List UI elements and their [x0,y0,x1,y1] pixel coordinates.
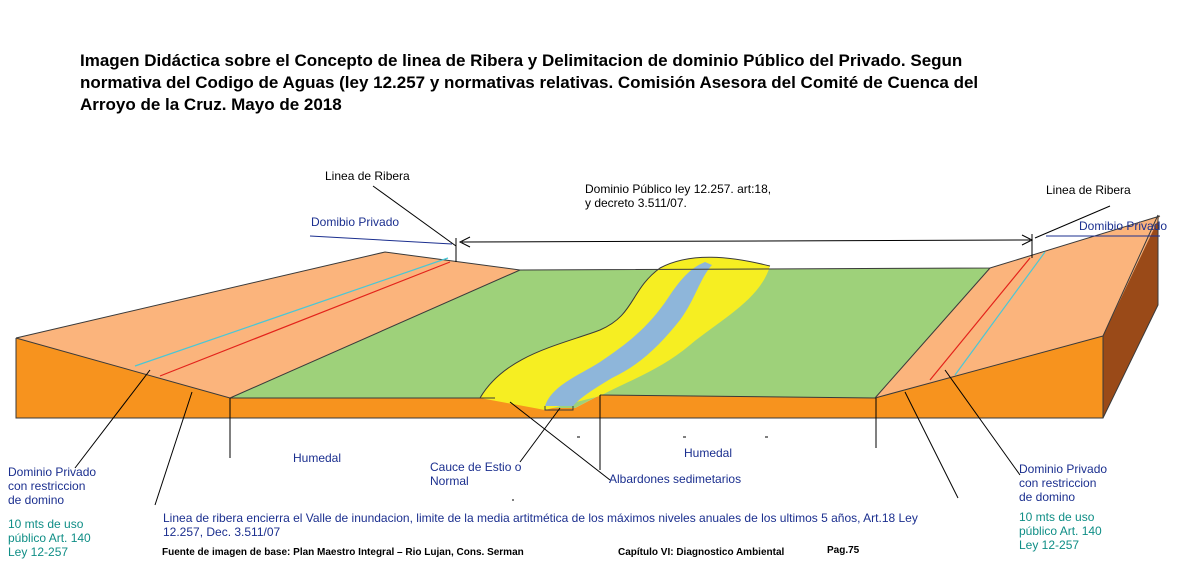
linea-desc-line-2: 12.257, Dec. 3.511/07 [163,525,281,539]
humedal-left-label: Humedal [293,451,342,465]
restriccion-right-line-2: con restriccion [1019,476,1097,490]
title-line-2: normativa del Codigo de Aguas (ley 12.257 y normativas relativas. Comisión Asesora del Comité de Cuenca del [80,73,979,92]
uso-right-line-3: Ley 12-257 [1019,538,1080,552]
uso-left-line-1: 10 mts de uso [8,517,84,531]
cauce-line-1: Cauce de Estio o [430,460,522,474]
uso-publico-left-label [8,517,91,559]
capitulo-caption: Capítulo VI: Diagnostico Ambiental [618,547,785,558]
dominio-publico-line-1: Dominio Público ley 12.257. art:18, [585,182,772,196]
restriccion-right-line-3: de domino [1019,490,1076,504]
dominio-publico-line-2: y decreto 3.511/07. [585,196,687,210]
restriccion-right-label [1019,462,1107,504]
cauce-label [430,460,521,488]
dominio-privado-right-label: Domibio Privado [1079,219,1168,233]
title-line-3: Arroyo de la Cruz. Mayo de 2018 [80,95,342,114]
albardones-label: Albardones sedimetarios [609,472,742,486]
restriccion-left-line-1: Dominio Privado [8,465,97,479]
uso-left-line-3: Ley 12-257 [8,545,69,559]
linea-desc-line-1: Linea de ribera encierra el Valle de inundacion, limite de la media artitmética de los máximos niveles anuales de los ultimos 5 años, Art.18 Ley [163,511,918,525]
uso-right-line-1: 10 mts de uso [1019,510,1095,524]
linea-ribera-left-label: Linea de Ribera [325,169,410,183]
title-line-1: Imagen Didáctica sobre el Concepto de linea de Ribera y Delimitacion de dominio Público del Privado. Segun [80,51,963,70]
linea-ribera-right-label: Linea de Ribera [1046,183,1131,197]
dominio-privado-left-label: Domibio Privado [311,215,400,229]
linea-ribera-description [163,511,918,539]
uso-left-line-2: público Art. 140 [8,531,91,545]
uso-publico-right-label [1019,510,1102,552]
restriccion-left-line-2: con restriccion [8,479,86,493]
uso-right-line-2: público Art. 140 [1019,524,1102,538]
dominio-publico-label [585,182,771,210]
page-title [80,50,1140,116]
restriccion-right-line-1: Dominio Privado [1019,462,1108,476]
page-number: Pag.75 [827,545,860,556]
humedal-right-label: Humedal [684,446,733,460]
restriccion-left-line-3: de domino [8,493,65,507]
cauce-line-2: Normal [430,474,469,488]
fuente-caption: Fuente de imagen de base: Plan Maestro Integral – Rio Lujan, Cons. Serman [162,547,524,558]
restriccion-left-label [8,465,96,507]
